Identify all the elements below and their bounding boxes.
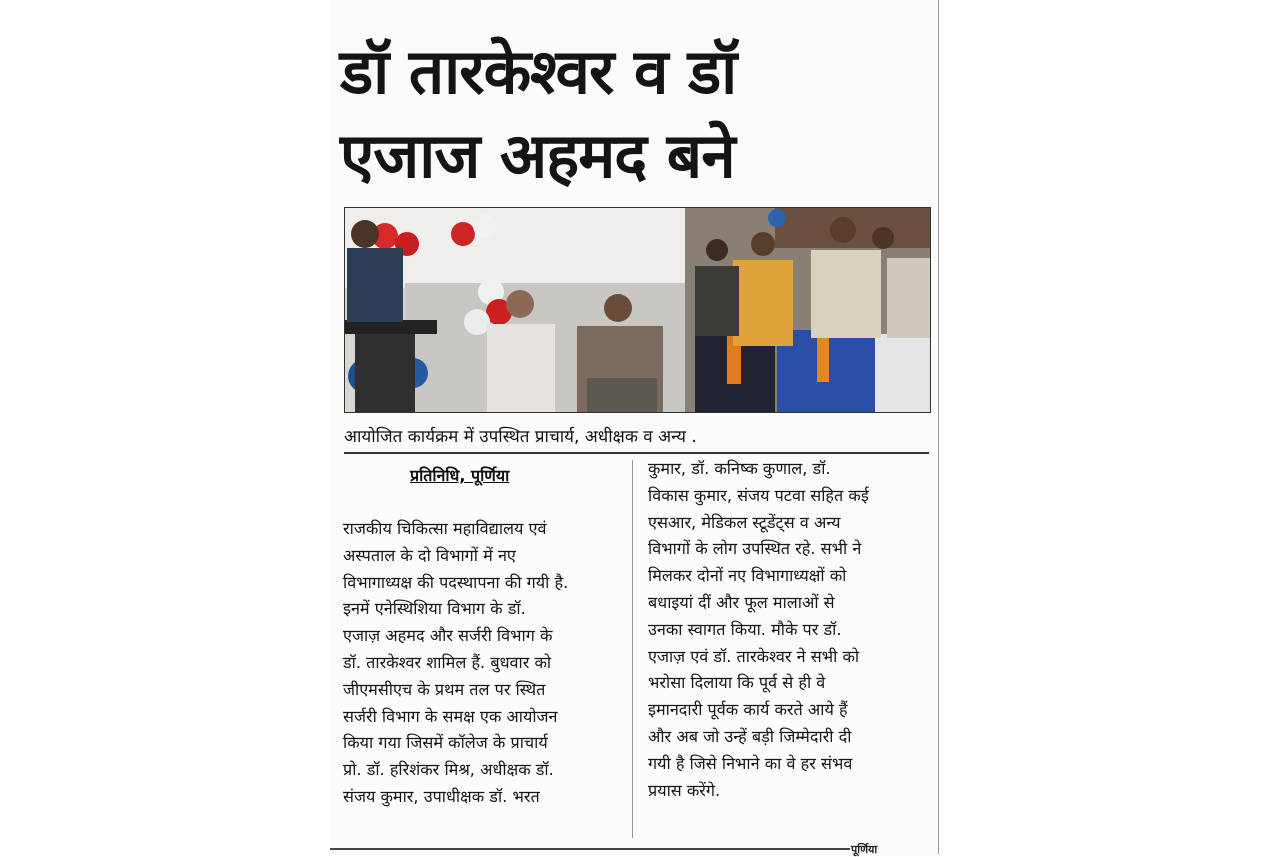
- photo-caption: आयोजित कार्यक्रम में उपस्थित प्राचार्य, अधीक्षक व अन्य .: [344, 427, 697, 447]
- article-line: कुमार, डॉ. कनिष्क कुणाल, डॉ.: [648, 459, 831, 478]
- event-photo-illustration: [345, 208, 930, 412]
- article-line: एसआर, मेडिकल स्टूडेंट्स व अन्य: [648, 512, 841, 532]
- article-line: डॉ. तारकेश्वर शामिल हैं. बुधवार को: [343, 652, 552, 672]
- article-line: और अब जो उन्हें बड़ी जिम्मेदारी दी: [648, 726, 852, 746]
- headline-line-1: डॉ तारकेश्वर व डॉ: [340, 35, 737, 108]
- article-column-left: [343, 516, 627, 811]
- article-line: संजय कुमार, उपाधीक्षक डॉ. भरत: [343, 786, 540, 806]
- article-line: इमानदारी पूर्वक कार्य करते आये हैं: [648, 700, 848, 720]
- article-line: विभागों के लोग उपस्थित रहे. सभी ने: [648, 539, 862, 559]
- column-divider: [632, 460, 633, 838]
- article-line: एजाज़ एवं डॉ. तारकेश्वर ने सभी को: [648, 646, 860, 666]
- column-border: [938, 0, 939, 854]
- article-line: इनमें एनेस्थिशिया विभाग के डॉ.: [343, 599, 526, 619]
- article-line: विभागाध्यक्ष की पदस्थापना की गयी है.: [343, 572, 569, 592]
- article-line: जीएमसीएच के प्रथम तल पर स्थित: [343, 679, 546, 699]
- footer-mark: पूर्णिया: [851, 843, 878, 856]
- article-line: प्रो. डॉ. हरिशंकर मिश्र, अधीक्षक डॉ.: [343, 760, 554, 780]
- article-column-right: [648, 456, 929, 804]
- headline-line-2: एजाज अहमद बने: [340, 119, 735, 192]
- article-line: एजाज़ अहमद और सर्जरी विभाग के: [343, 626, 553, 646]
- article-line: राजकीय चिकित्सा महाविद्यालय एवं: [343, 519, 547, 538]
- article-line: सर्जरी विभाग के समक्ष एक आयोजन: [343, 706, 558, 726]
- caption-divider: [344, 452, 929, 454]
- byline: प्रतिनिधि, पूर्णिया: [410, 466, 510, 485]
- article-line: भरोसा दिलाया कि पूर्व से ही वे: [648, 673, 826, 693]
- article-line: उनका स्वागत किया. मौके पर डॉ.: [648, 619, 842, 639]
- article-line: विकास कुमार, संजय पटवा सहित कई: [648, 485, 869, 505]
- article-line: मिलकर दोनों नए विभागाध्यक्षों को: [648, 566, 847, 586]
- bottom-divider: [330, 848, 850, 850]
- event-photo: [344, 207, 931, 413]
- article-line: अस्पताल के दो विभागों में नए: [343, 545, 516, 565]
- article-line: प्रयास करेंगे.: [648, 780, 721, 800]
- article-line: गयी है जिसे निभाने का वे हर संभव: [648, 753, 853, 773]
- article-line: किया गया जिसमें कॉलेज के प्राचार्य: [343, 733, 548, 753]
- article-line: बधाइयां दीं और फूल मालाओं से: [648, 592, 835, 612]
- headline: [340, 30, 930, 198]
